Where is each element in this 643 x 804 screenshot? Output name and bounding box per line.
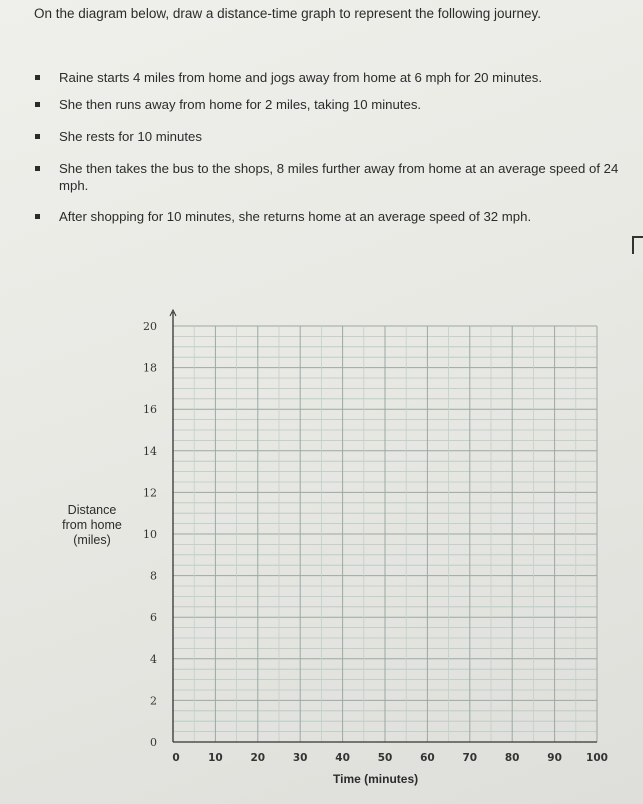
bullet-5: After shopping for 10 minutes, she returns home at an average speed of 32 mph. (34, 209, 531, 226)
y-tick-label: 20 (143, 320, 157, 333)
bullet-4: She then takes the bus to the shops, 8 miles further away from home at an average speed of 24 mph. (34, 161, 634, 194)
bullet-2: She then runs away from home for 2 miles, taking 10 minutes. (34, 97, 421, 114)
x-tick-label: 50 (377, 752, 393, 764)
x-tick-label: 10 (208, 752, 223, 764)
x-axis-label: Time (minutes) (333, 772, 419, 786)
y-tick-label: 12 (143, 486, 157, 500)
y-tick-label: 2 (150, 694, 157, 708)
x-tick-label: 20 (250, 752, 266, 764)
x-tick-label: 70 (462, 752, 478, 764)
y-tick-label: 10 (143, 528, 157, 541)
x-tick-label: 60 (420, 752, 435, 764)
y-tick-label: 0 (150, 736, 157, 749)
y-tick-label: 16 (143, 403, 157, 417)
bullet-1: Raine starts 4 miles from home and jogs away from home at 6 mph for 20 minutes. (34, 70, 542, 87)
bullet-3: She rests for 10 minutes (34, 129, 202, 146)
x-tick-label: 90 (547, 752, 562, 764)
y-axis-label-line: (miles) (73, 533, 111, 547)
y-axis-label-line: from home (62, 518, 122, 532)
question-text: On the diagram below, draw a distance-time graph to represent the following journey. (34, 6, 542, 21)
y-tick-label: 18 (143, 361, 157, 375)
y-tick-label: 8 (150, 569, 157, 583)
x-tick-label: 40 (335, 752, 350, 764)
x-tick-label: 80 (504, 752, 520, 764)
x-tick-label: 0 (172, 752, 180, 764)
x-tick-label: 100 (586, 752, 608, 764)
y-tick-label: 4 (150, 652, 157, 666)
y-axis-label-line: Distance (67, 503, 117, 517)
x-tick-label: 30 (292, 752, 308, 764)
y-tick-label: 6 (150, 611, 157, 625)
y-tick-label: 14 (143, 444, 157, 458)
